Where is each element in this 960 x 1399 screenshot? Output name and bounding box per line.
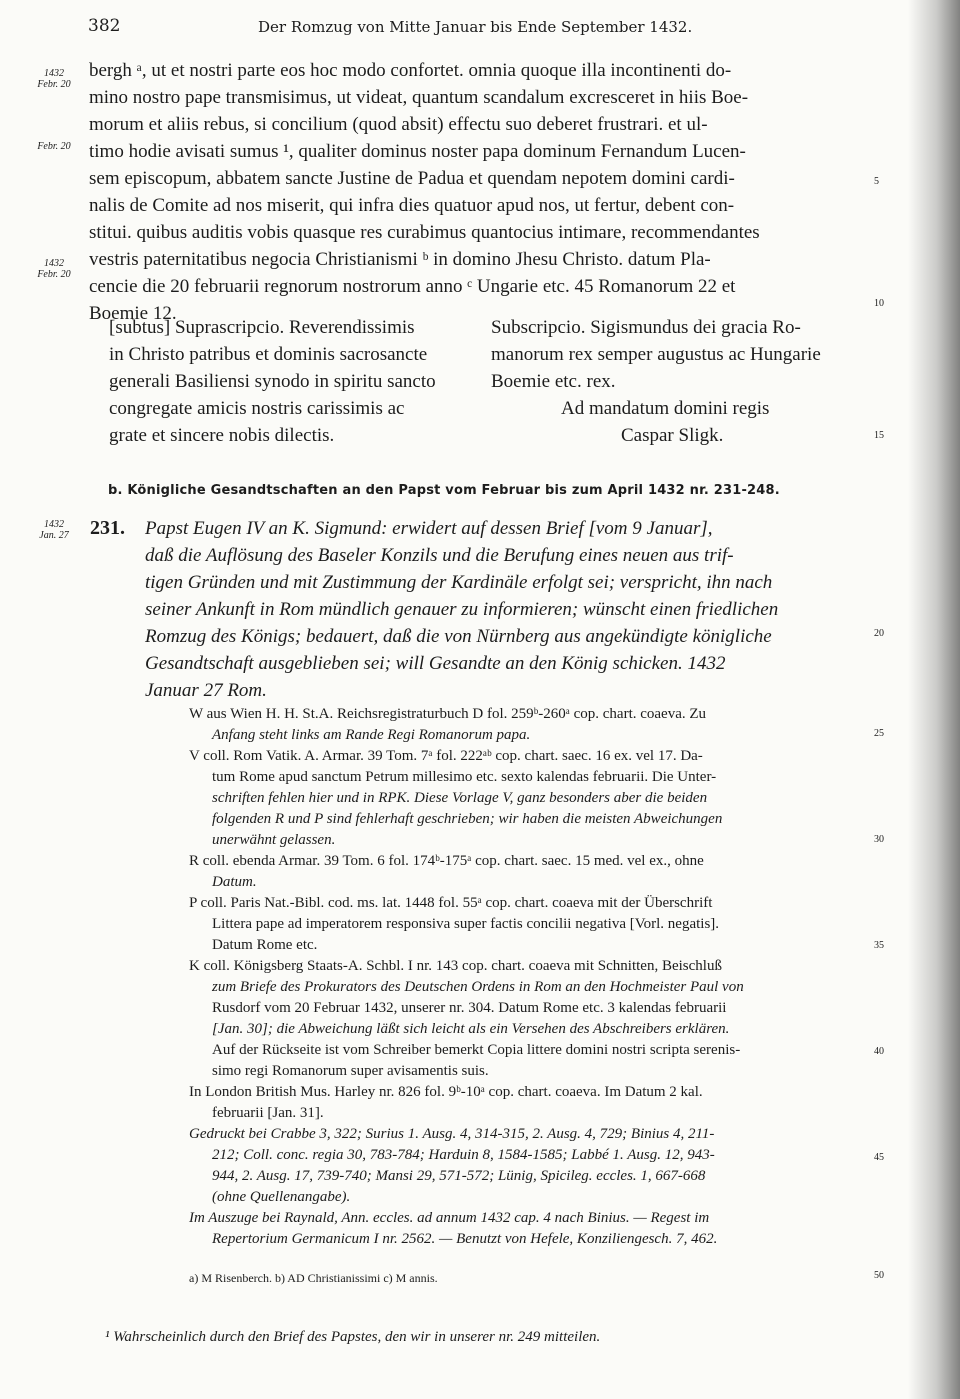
letter-line: stitui. quibus auditis vobis quasque res curabimus quantocius intimare, recommendantes xyxy=(89,222,760,243)
apparatus-line: 212; Coll. conc. regia 30, 783-784; Harduin 8, 1584-1585; Labbé 1. Ausg. 12, 943- xyxy=(212,1147,715,1163)
regest-line: Romzug des Königs; bedauert, daß die von Nürnberg aus angekündigte königliche xyxy=(145,626,772,647)
apparatus-line: Datum Rome etc. xyxy=(212,937,318,953)
regest-line: daß die Auflösung des Baseler Konzils und die Berufung eines neuen aus trif- xyxy=(145,545,734,566)
apparatus-line: Anfang steht links am Rande Regi Romanorum papa. xyxy=(212,727,531,743)
apparatus-line: Repertorium Germanicum I nr. 2562. — Benutzt von Hefele, Konziliengesch. 7, 462. xyxy=(212,1231,718,1247)
apparatus-line: P coll. Paris Nat.-Bibl. cod. ms. lat. 1448 fol. 55ᵃ cop. chart. coaeva mit der Überschrift xyxy=(189,895,713,911)
address-line: [subtus] Suprascripcio. Reverendissimis xyxy=(109,317,415,338)
footnote: ¹ Wahrscheinlich durch den Brief des Papstes, den wir in unserer nr. 249 mitteilen. xyxy=(105,1329,601,1345)
margin-date: Febr. 20 xyxy=(37,141,71,152)
address-line: grate et sincere nobis dilectis. xyxy=(109,425,335,446)
document-number: 231. xyxy=(90,517,125,539)
letter-line: vestris paternitatibus negocia Christianismi ᵇ in domino Jhesu Christo. datum Pla- xyxy=(89,249,711,270)
apparatus-line: simo regi Romanorum super avisamentis suis. xyxy=(212,1063,489,1079)
line-number: 30 xyxy=(874,834,884,845)
letter-line: morum et aliis rebus, si concilium (quod absit) effectu suo deberet frustrari. et ul- xyxy=(89,114,708,135)
line-number: 15 xyxy=(874,430,884,441)
line-number: 25 xyxy=(874,728,884,739)
variant-notes: a) M Risenberch. b) AD Christianissimi c) M annis. xyxy=(189,1271,438,1285)
margin-date: 1432 Febr. 20 xyxy=(37,258,71,280)
apparatus-line: Datum. xyxy=(212,874,257,890)
line-number: 35 xyxy=(874,940,884,951)
running-title: Der Romzug von Mitte Januar bis Ende September 1432. xyxy=(258,18,693,36)
apparatus-line: schriften fehlen hier und in RPK. Diese Vorlage V, ganz besonders aber die beiden xyxy=(212,790,708,806)
line-number: 40 xyxy=(874,1046,884,1057)
line-number: 45 xyxy=(874,1152,884,1163)
page-number: 382 xyxy=(88,16,121,36)
apparatus-line: 944, 2. Ausg. 17, 739-740; Mansi 29, 571-572; Lünig, Spicileg. eccles. 1, 667-668 xyxy=(212,1168,706,1184)
line-number: 20 xyxy=(874,628,884,639)
regest-line: seiner Ankunft in Rom mündlich genauer zu informieren; wünscht einen friedlichen xyxy=(145,599,779,620)
subscription-line: Subscripcio. Sigismundus dei gracia Ro- xyxy=(491,317,801,338)
apparatus-line: Im Auszuge bei Raynald, Ann. eccles. ad annum 1432 cap. 4 nach Binius. — Regest im xyxy=(189,1210,710,1226)
apparatus-line: folgenden R und P sind fehlerhaft geschrieben; wir haben die meisten Abweichungen xyxy=(212,811,723,827)
letter-line: bergh ᵃ, ut et nostri parte eos hoc modo confortet. omnia quoque illa incontinenti do- xyxy=(89,60,732,81)
regest-line: Januar 27 Rom. xyxy=(145,680,267,701)
letter-line: nalis de Comite ad nos miserit, qui infra dies quatuor apud nos, ut fertur, debent con- xyxy=(89,195,735,216)
apparatus-line: V coll. Rom Vatik. A. Armar. 39 Tom. 7ᵃ fol. 222ᵃᵇ cop. chart. saec. 16 ex. vel 17. Da- xyxy=(189,748,703,764)
subscription-line: Boemie etc. rex. xyxy=(491,371,616,392)
regest-line: Papst Eugen IV an K. Sigmund: erwidert auf dessen Brief [vom 9 Januar], xyxy=(145,518,713,539)
apparatus-line: (ohne Quellenangabe). xyxy=(212,1189,351,1205)
address-line: generali Basiliensi synodo in spiritu sancto xyxy=(109,371,436,392)
regest-line: tigen Gründen und mit Zustimmung der Kardinäle erfolgt sei; verspricht, ihn nach xyxy=(145,572,773,593)
letter-line: cencie die 20 februarii regnorum nostrorum anno ᶜ Ungarie etc. 45 Romanorum 22 et xyxy=(89,276,736,297)
letter-line: Boemie 12. xyxy=(89,303,177,324)
address-line: in Christo patribus et dominis sacrosancte xyxy=(109,344,428,365)
subscription-line: Caspar Sligk. xyxy=(621,425,724,446)
apparatus-line: K coll. Königsberg Staats-A. Schbl. I nr. 143 cop. chart. coaeva mit Schnitten, Beischluß xyxy=(189,958,722,974)
line-number: 50 xyxy=(874,1270,884,1281)
section-heading: b. Königliche Gesandtschaften an den Papst vom Februar bis zum April 1432 nr. 231-248. xyxy=(108,483,780,498)
scan-edge-shadow xyxy=(908,0,960,1399)
apparatus-line: [Jan. 30]; die Abweichung läßt sich leicht als ein Versehen des Abschreibers erklären. xyxy=(212,1021,730,1037)
margin-date: 1432 Jan. 27 xyxy=(39,519,69,541)
apparatus-line: Littera pape ad imperatorem responsiva super factis concilii negativa [Vorl. negatis]. xyxy=(212,916,720,932)
subscription-line: Ad mandatum domini regis xyxy=(561,398,770,419)
letter-line: sem episcopum, abbatem sancte Justine de Padua et quendam nepotem domini cardi- xyxy=(89,168,735,189)
running-header xyxy=(88,16,878,46)
apparatus-line: Auf der Rückseite ist vom Schreiber bemerkt Copia littere domini nostri scripta serenis- xyxy=(212,1042,741,1058)
subscription-line: manorum rex semper augustus ac Hungarie xyxy=(491,344,821,365)
apparatus-line: Rusdorf vom 20 Februar 1432, unserer nr. 304. Datum Rome etc. 3 kalendas februarii xyxy=(212,1000,727,1016)
apparatus-line: tum Rome apud sanctum Petrum millesimo etc. sexto kalendas februarii. Die Unter- xyxy=(212,769,717,785)
address-line: congregate amicis nostris carissimis ac xyxy=(109,398,405,419)
margin-date: 1432 Febr. 20 xyxy=(37,68,71,90)
apparatus-line: W aus Wien H. H. St.A. Reichsregistraturbuch D fol. 259ᵇ-260ᵃ cop. chart. coaeva. Zu xyxy=(189,706,707,722)
line-number: 5 xyxy=(874,176,879,187)
apparatus-line: unerwähnt gelassen. xyxy=(212,832,336,848)
letter-line: timo hodie avisati sumus ¹, qualiter dominus noster papa dominum Fernandum Lucen- xyxy=(89,141,746,162)
apparatus-line: zum Briefe des Prokurators des Deutschen Ordens in Rom an den Hochmeister Paul von xyxy=(212,979,744,995)
apparatus-line: R coll. ebenda Armar. 39 Tom. 6 fol. 174ᵇ-175ᵃ cop. chart. saec. 15 med. vel ex., ohne xyxy=(189,853,704,869)
apparatus-line: Gedruckt bei Crabbe 3, 322; Surius 1. Ausg. 4, 314-315, 2. Ausg. 4, 729; Binius 4, 211- xyxy=(189,1126,715,1142)
regest-line: Gesandtschaft ausgeblieben sei; will Gesandte an den König schicken. 1432 xyxy=(145,653,726,674)
apparatus-line: februarii [Jan. 31]. xyxy=(212,1105,324,1121)
line-number: 10 xyxy=(874,298,884,309)
letter-line: mino nostro pape transmisimus, ut videat, quantum scandalum excresceret in hiis Boe- xyxy=(89,87,749,108)
apparatus-line: In London British Mus. Harley nr. 826 fol. 9ᵇ-10ᵃ cop. chart. coaeva. Im Datum 2 kal. xyxy=(189,1084,703,1100)
